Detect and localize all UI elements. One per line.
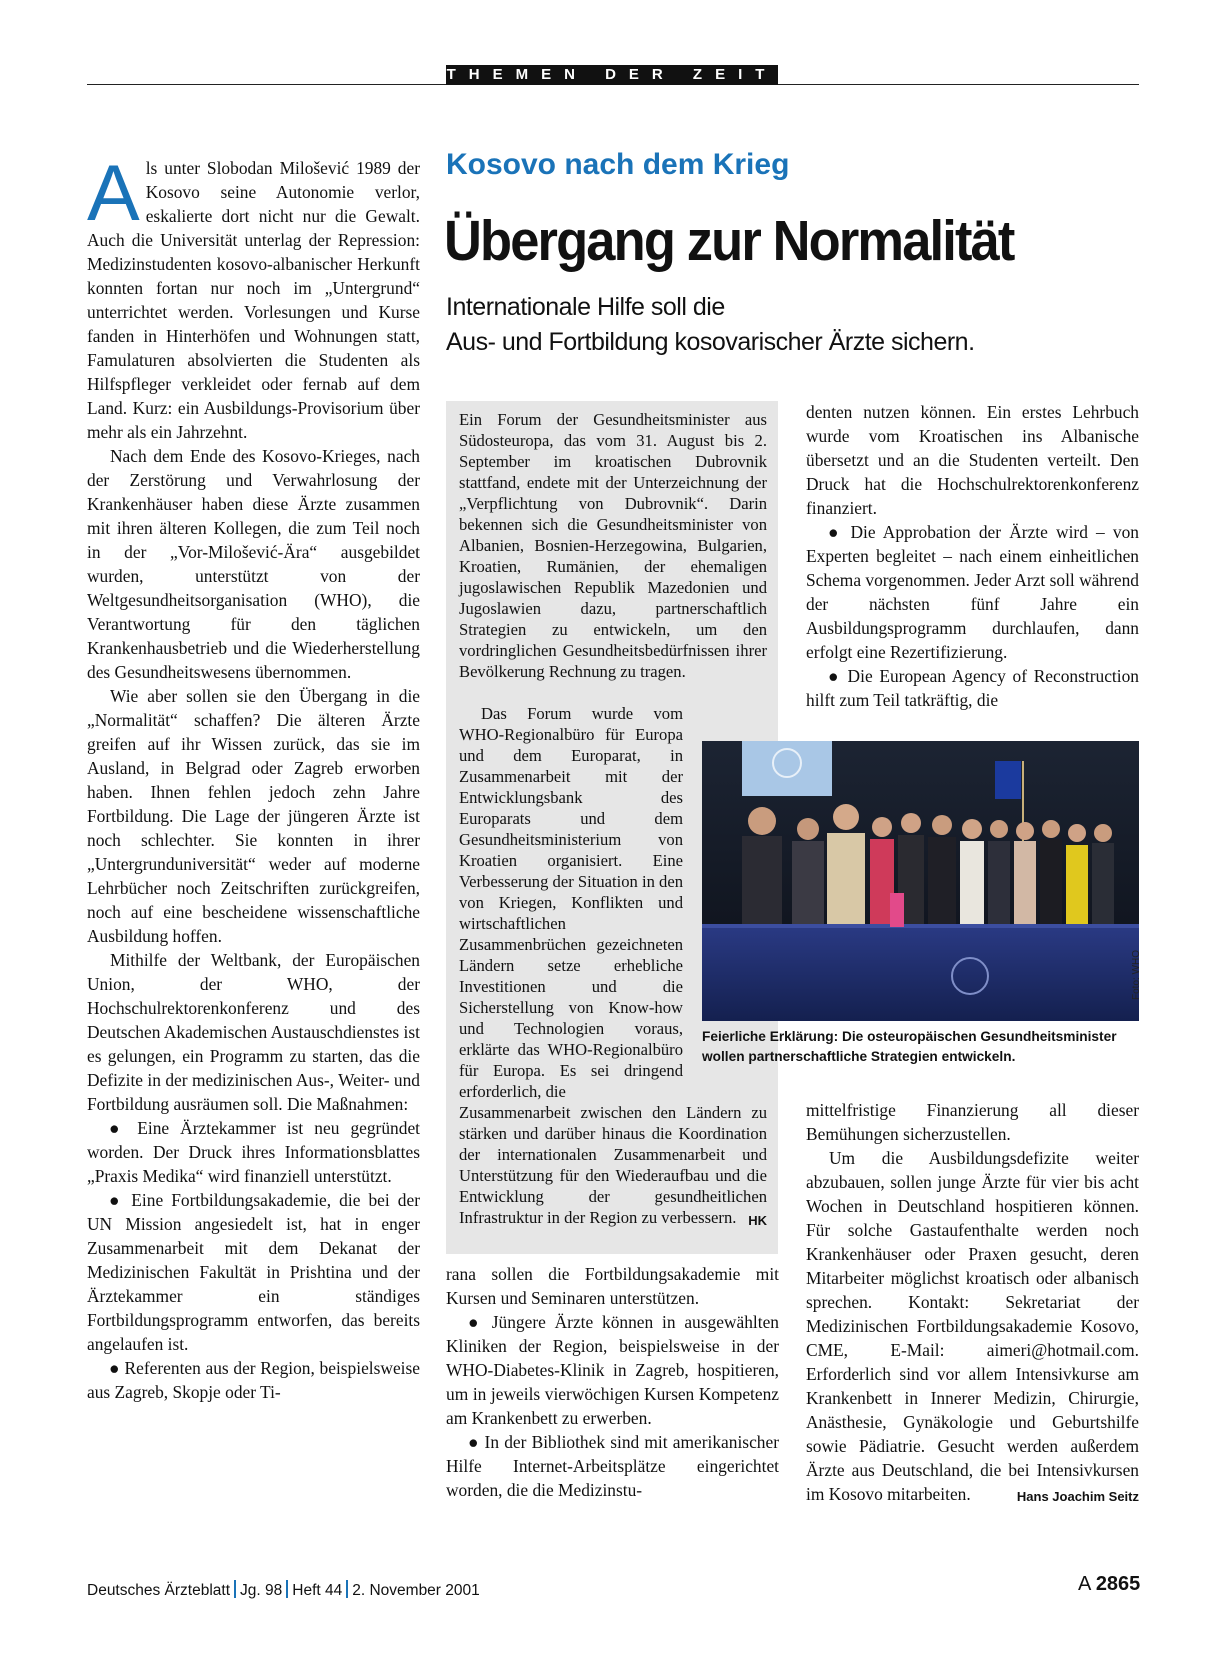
bullet-item: ● Die Approbation der Ärzte wird – von Experten begleitet – nach einem einheitlichen Schema vorgenommen. Jeder Arzt soll während der nächsten fünf Jahre ein Ausbildungsprogramm durchlaufen, dann erfolgt eine Rezertifizierung. <box>806 522 1139 662</box>
paragraph-text: ls unter Slobodan Milošević 1989 der Kosovo seine Autonomie verlor, eskalierte dort nicht nur die Gewalt. Auch die Universität unterlag der Repression: Medizinstudenten kosovo-albanischer Herkunft konnten fortan nur noch im „Untergrund“ unterrichtet werden. Vorlesungen und Kurse fanden in Hinterhöfen und Wohnungen statt, Famulaturen absolvierten die Studenten als Hilfspfleger verkleidet oder fernab auf dem Land. Kurz: ein Ausbildungs-Provisorium über mehr als ein Jahrzehnt. <box>87 158 420 442</box>
bullet-item: ● Jüngere Ärzte können in ausgewählten Kliniken der Region, beispielsweise in der WHO-Diabetes-Klinik in Zagreb, hospitieren, um in jeweils vierwöchigen Kursen Kompetenz am Krankenbett zu erwerben. <box>446 1312 779 1428</box>
info-box-text-narrow <box>459 703 683 1102</box>
box-paragraph: Das Forum wurde vom WHO-Regionalbüro für Europa und dem Europarat, in Zusammenarbeit mit der Entwicklungsbank des Europarats und dem Gesundheitsministerium von Kroatien organisiert. Eine Verbesserung der Situation in den von Kriegen, Konflikten und wirtschaftlichen Zusammenbrüchen gezeichneten Ländern setze erhebliche Investitionen und die Sicherstellung von Know-how und Technologien voraus, erklärte das WHO-Regionalbüro für Europa. Es sei dringend erforderlich, die <box>459 704 683 1101</box>
bullet-item: ● Referenten aus der Region, beispielsweise aus Zagreb, Skopje oder Ti- <box>87 1358 420 1402</box>
event-photo-image <box>702 741 1139 1021</box>
bullet-item: ● Eine Fortbildungsakademie, die bei der UN Mission angesiedelt ist, hat in enger Zusammenarbeit mit dem Dekanat der Medizinischen Fakultät in Prishtina und der Ärztekammer ein ständiges Fortbildungsprogramm entworfen, das bereits angelaufen ist. <box>87 1190 420 1354</box>
bullet-item: ● Eine Ärztekammer ist neu gegründet worden. Der Druck ihres Informationsblattes „Praxis Medika“ wird finanziell unterstützt. <box>87 1118 420 1186</box>
bullet-item: ● In der Bibliothek sind mit amerikanischer Hilfe Internet-Arbeitsplätze eingerichtet worden, die die Medizinstu- <box>446 1432 779 1500</box>
photo-credit: Foto: WHO <box>1131 949 1142 1000</box>
box-paragraph <box>459 1102 767 1228</box>
journal-date: 2. November 2001 <box>352 1582 480 1599</box>
page-prefix: A <box>1078 1573 1091 1595</box>
info-box-text-top <box>459 409 767 682</box>
journal-issue: Heft 44 <box>292 1582 343 1599</box>
article-subhead <box>446 290 975 360</box>
paragraph: Nach dem Ende des Kosovo-Krieges, nach der Zerstörung und Verwahrlosung der Krankenhäuser haben diese Ärzte zusammen mit ihren älteren Kollegen, die zum Teil noch in der „Vor-Milošević-Ära“ ausgebildet wurden, unterstützt von der Weltgesundheitsorganisation (WHO), die Verantwortung für den täglichen Krankenhausbetrieb und die Wiederherstellung des Gesundheitswesens übernommen. <box>87 446 420 682</box>
box-paragraph-text: Zusammenarbeit zwischen den Ländern zu stärken und darüber hinaus die Koordination der internationalen Zusammenarbeit und Unterstützung für den Wiederaufbau und die Entwicklung der gesundheitlichen Infrastruktur in der Region zu verbessern. <box>459 1103 767 1227</box>
section-label: THEMEN DER ZEIT <box>446 66 778 83</box>
box-paragraph: Ein Forum der Gesundheitsminister aus Südosteuropa, das vom 31. August bis 2. September im kroatischen Dubrovnik stattfand, endete mit der Unterzeichnung der „Verpflichtung von Dubrovnik“. Darin bekennen sich die Gesundheitsminister von Albanien, Bosnien-Herzegowina, Bulgarien, Kroatien, Rumänien, der ehemaligen jugoslawischen Republik Mazedonien und Jugoslawien dazu, partnerschaftlich Strategien zu entwickeln, um den vordringlichen Gesundheitsbedürfnissen ihrer Bevölkerung Rechnung zu tragen. <box>459 410 767 681</box>
column-2 <box>446 1262 779 1502</box>
column-3-top <box>806 400 1139 712</box>
subhead-line-1: Internationale Hilfe soll die <box>446 293 725 321</box>
journal-name: Deutsches Ärzteblatt <box>87 1582 231 1599</box>
article-headline: Übergang zur Normalität <box>444 209 1014 273</box>
footer-separator <box>286 1580 288 1598</box>
footer-separator <box>346 1580 348 1598</box>
box-author: HK <box>748 1213 767 1228</box>
bullet-item: ● Die European Agency of Reconstruction hilft zum Teil tatkräftig, die <box>806 666 1139 710</box>
page-number <box>1078 1573 1140 1596</box>
paragraph: Mithilfe der Weltbank, der Europäischen Union, der WHO, der Hochschulrektorenkonferenz und des Deutschen Akademischen Austauschdienstes ist es gelungen, ein Programm zu starten, das die Defizite in der medizinischen Aus-, Weiter- und Fortbildung ausräumen soll. Die Maßnahmen: <box>87 950 420 1114</box>
article-kicker: Kosovo nach dem Krieg <box>446 148 790 181</box>
column-3-bottom <box>806 1098 1139 1509</box>
paragraph: mittelfristige Finanzierung all dieser Bemühungen sicherzustellen. <box>806 1100 1139 1144</box>
footer-separator <box>234 1580 236 1598</box>
paragraph <box>87 148 420 444</box>
drop-cap: A <box>87 148 140 237</box>
paragraph <box>806 1146 1139 1506</box>
subhead-line-2: Aus- und Fortbildung kosovarischer Ärzte sichern. <box>446 328 975 356</box>
paragraph: Wie aber sollen sie den Übergang in die „Normalität“ schaffen? Die älteren Ärzte greifen auf ihr Wissen zurück, das sie im Ausland, in Belgrad oder Zagreb erworben haben. Ihnen fehlen jedoch zehn Jahre Fortbildung. Die Lage der jüngeren Ärzte ist noch schlechter. Sie konnten in ihrer „Untergrunduniversität“ weder auf moderne Lehrbücher noch Zeitschriften zurückgreifen, noch auf eine bescheidene wissenschaftliche Ausbildung hoffen. <box>87 686 420 946</box>
paragraph-text: Um die Ausbildungsdefizite weiter abzubauen, sollen junge Ärzte für vier bis acht Wochen in Deutschland hospitieren können. Für solche Gastaufenthalte werden noch Krankenhäuser oder Praxen gesucht, deren Mitarbeiter möglichst kroatisch oder albanisch sprechen. Kontakt: Sekretariat der Medizinischen Fortbildungsakademie Kosovo, CME, E-Mail: aimeri@hotmail.com. Erforderlich sind vor allem Intensivkurse am Krankenbett in Innerer Medizin, Chirurgie, Anästhesie, Gynäkologie und Geburtshilfe sowie Pädiatrie. Gesucht werden außerdem Ärzte aus Deutschland, die bei Intensivkursen im Kosovo mitarbeiten. <box>806 1148 1139 1504</box>
column-1 <box>87 148 420 1404</box>
paragraph: rana sollen die Fortbildungsakademie mit Kursen und Seminaren unterstützen. <box>446 1264 779 1308</box>
page-value: 2865 <box>1095 1573 1141 1595</box>
journal-volume: Jg. 98 <box>240 1582 283 1599</box>
footer <box>87 1580 480 1600</box>
info-box-text-bottom <box>459 1102 767 1231</box>
photo-caption: Feierliche Erklärung: Die osteuropäischen Gesundheitsminister wollen partnerschaftliche Strategien entwickeln. <box>702 1029 1117 1064</box>
article-author: Hans Joachim Seitz <box>1016 1489 1139 1504</box>
event-photo <box>702 741 1139 1021</box>
paragraph: denten nutzen können. Ein erstes Lehrbuch wurde vom Kroatischen ins Albanische übersetzt und an die Studenten verteilt. Den Druck hat die Hochschulrektorenkonferenz finanziert. <box>806 402 1139 518</box>
